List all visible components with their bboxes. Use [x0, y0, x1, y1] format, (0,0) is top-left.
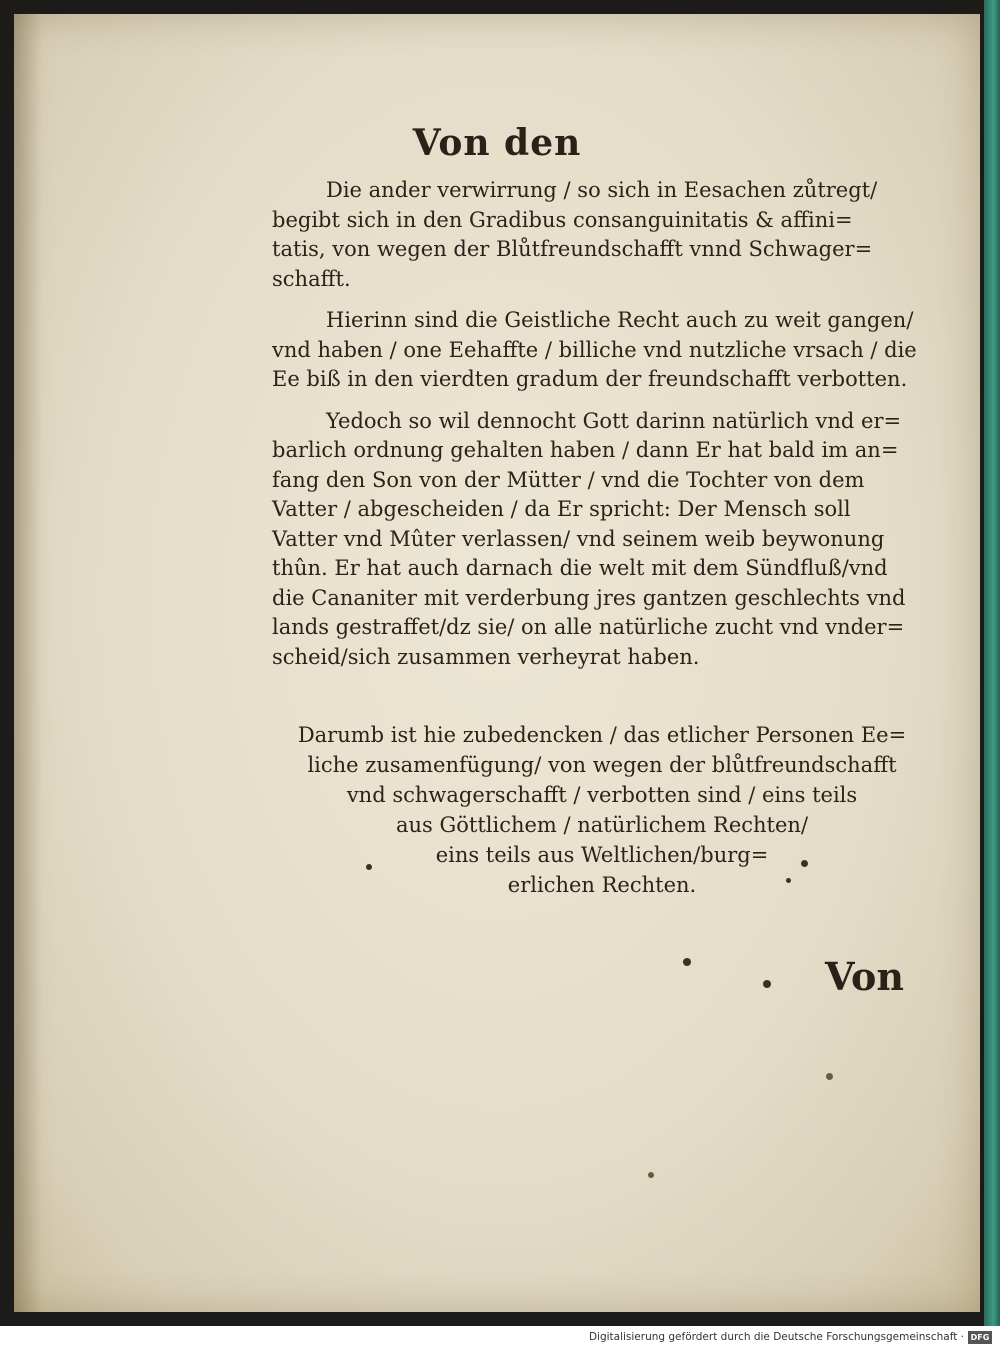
text-line: Hierinn sind die Geistliche Recht auch zu weit gangen/ — [326, 308, 914, 332]
text-line: erlichen Rechten. — [507, 873, 697, 897]
ink-spot — [683, 958, 691, 966]
closing-paragraph — [272, 720, 932, 900]
text-line: Ee biß in den vierdten gradum der freundschafft verbotten. — [272, 367, 908, 391]
text-line: begibt sich in den Gradibus consanguinitatis & affini= — [272, 207, 853, 232]
ink-spot — [786, 878, 791, 883]
dfg-logo: DFG — [968, 1331, 992, 1344]
footer-credit: Digitalisierung gefördert durch die Deutsche Forschungsgemeinschaft · — [588, 1331, 964, 1343]
text-line: Vatter / abgescheiden / da Er spricht: Der Mensch soll — [272, 497, 851, 521]
text-line: eins teils aus Weltlichen/burg= — [435, 843, 769, 867]
text-line: liche zusamenfügung/ von wegen der blůtfreundschafft — [307, 753, 897, 777]
text-line: schafft. — [272, 266, 351, 291]
running-header: Von den — [412, 122, 582, 164]
text-line: thûn. Er hat auch darnach die welt mit dem Sündfluß/vnd — [272, 556, 888, 580]
text-line: barlich ordnung gehalten haben / dann Er hat bald im an= — [272, 438, 899, 462]
paragraph-1 — [272, 176, 932, 294]
text-line: tatis, von wegen der Blůtfreundschafft vnnd Schwager= — [272, 237, 873, 261]
paragraph-3 — [272, 407, 932, 673]
page-gutter-shadow — [14, 14, 42, 1312]
text-line: die Cananiter mit verderbung jres gantzen geschlechts vnd — [272, 585, 906, 610]
catchword: Von — [825, 954, 904, 999]
text-line: aus Göttlichem / natürlichem Rechten/ — [395, 813, 809, 837]
text-line: vnd haben / one Eehaffte / billiche vnd nutzliche vrsach / die — [272, 337, 917, 362]
ink-spot — [648, 1172, 654, 1178]
text-line: Vatter vnd Mûter verlassen/ vnd seinem weib beywonung — [272, 526, 885, 551]
ink-spot — [801, 860, 808, 867]
ink-spot — [366, 864, 372, 870]
text-line: Yedoch so wil dennocht Gott darinn natürlich vnd er= — [326, 408, 902, 433]
text-line: fang den Son von der Mütter / vnd die Tochter von dem — [272, 467, 865, 492]
ink-spot — [826, 1073, 833, 1080]
ink-spot — [763, 980, 771, 988]
paragraph-2 — [272, 306, 932, 395]
scanner-edge — [984, 0, 1000, 1326]
book-page — [14, 14, 980, 1312]
body-text — [272, 176, 932, 684]
text-line: scheid/sich zusammen verheyrat haben. — [272, 644, 700, 669]
text-line: Darumb ist hie zubedencken / das etlicher Personen Ee= — [297, 723, 907, 747]
text-line: Die ander verwirrung / so sich in Eesachen zůtregt/ — [326, 178, 878, 202]
text-line: vnd schwagerschafft / verbotten sind / eins teils — [346, 783, 858, 807]
text-line: lands gestraffet/dz sie/ on alle natürliche zucht vnd vnder= — [272, 615, 905, 639]
